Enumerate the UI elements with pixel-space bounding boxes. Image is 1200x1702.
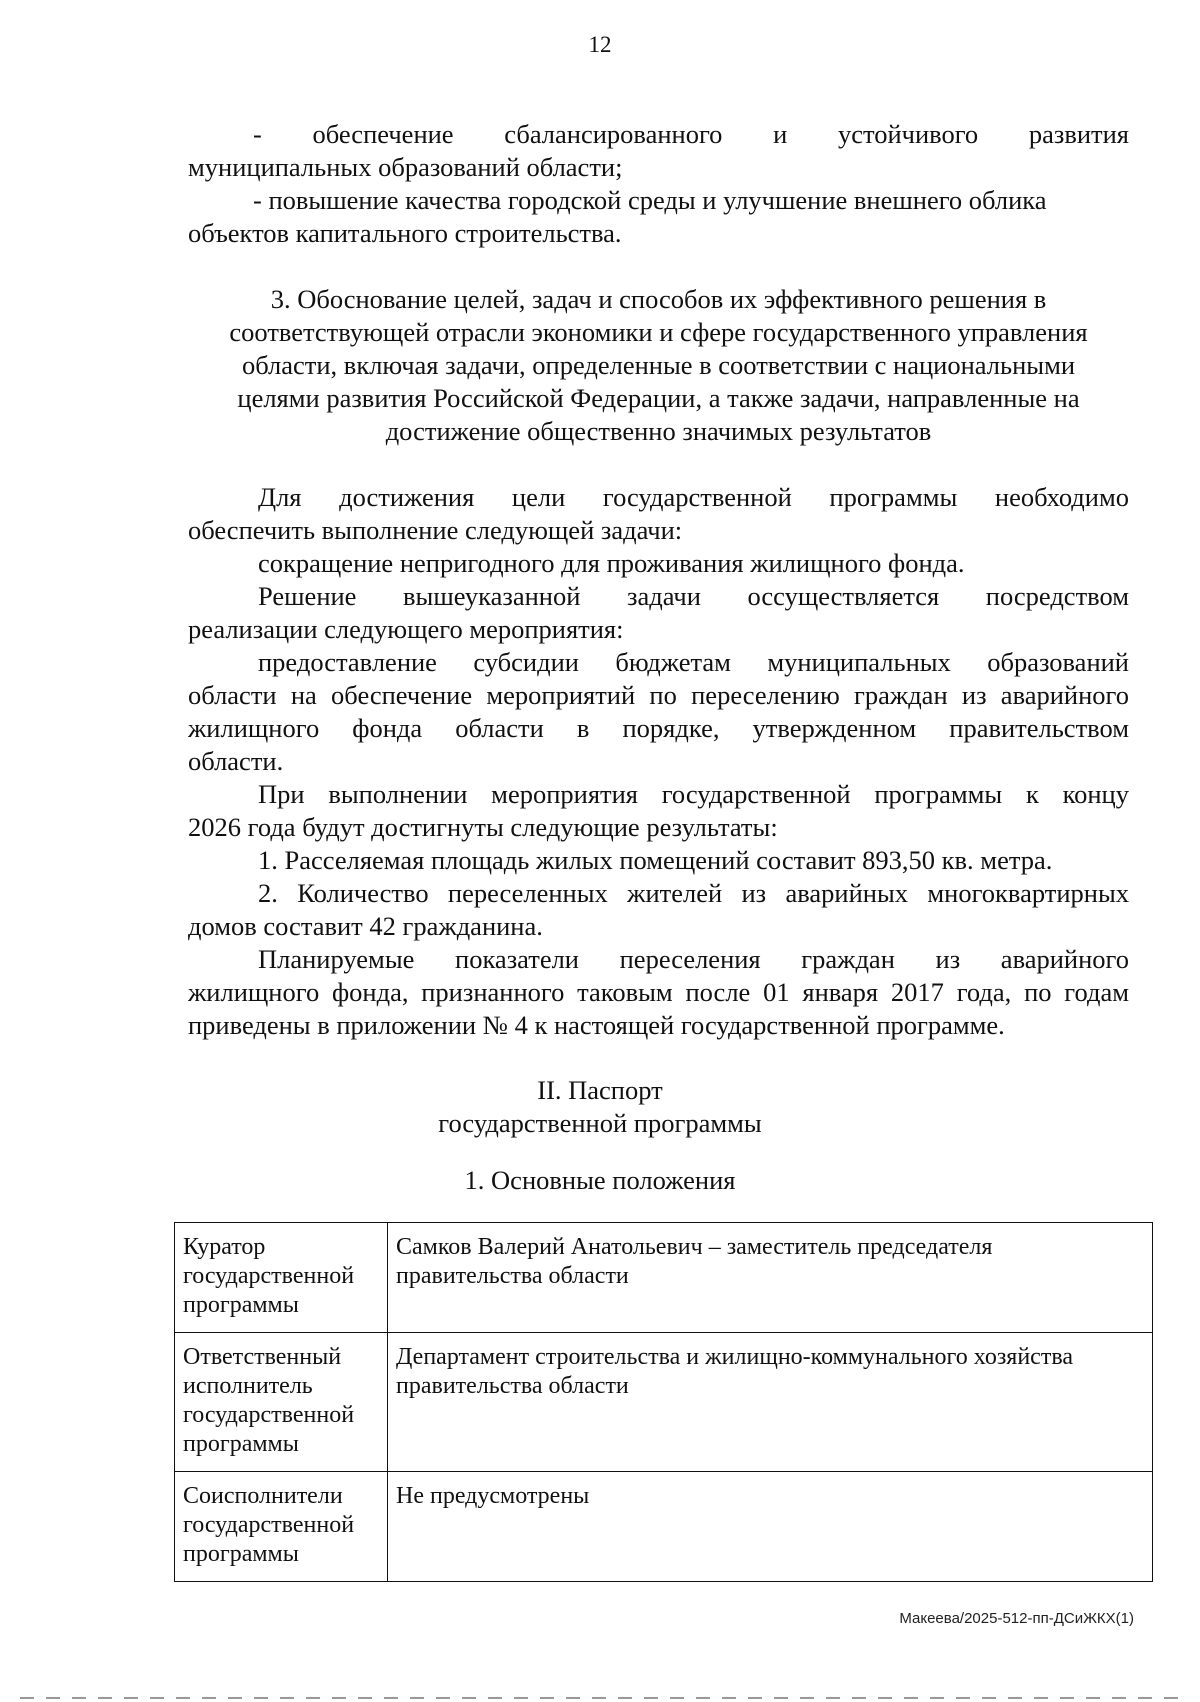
paragraph-1-line1: Для достижения цели государственной программы необходимо <box>258 482 1129 512</box>
paragraph-5-line1: При выполнении мероприятия государственной программы к концу <box>258 779 1129 809</box>
list-item-2-line1: - повышение качества городской среды и улучшение внешнего облика <box>253 185 1047 215</box>
section-3-heading-line: целями развития Российской Федерации, а также задачи, направленные на <box>237 383 1080 413</box>
paragraph-4-line1: предоставление субсидии бюджетам муниципальных образований <box>258 647 1129 677</box>
paragraph-4-line2: области на обеспечение мероприятий по переселению граждан из аварийного <box>188 680 1129 710</box>
section-3-heading <box>188 283 1129 448</box>
scan-artifact-line <box>20 1697 1180 1699</box>
list-item-1-line2: муниципальных образований области; <box>188 152 623 182</box>
section-3-heading-line: достижение общественно значимых результатов <box>385 416 932 446</box>
paragraph-3-line2: реализации следующего мероприятия: <box>188 614 624 644</box>
paragraph-3-line1: Решение вышеуказанной задачи оссуществляется посредством <box>258 581 1129 611</box>
table-row <box>175 1223 1153 1333</box>
document-code: Макеева/2025-512-пп-ДСиЖКХ(1) <box>899 1610 1134 1627</box>
paragraph-1-line2: обеспечить выполнение следующей задачи: <box>188 515 683 545</box>
section-2-heading-line2: государственной программы <box>438 1108 762 1138</box>
section-3-heading-line: 3. Обоснование целей, задач и способов их эффективного решения в <box>270 284 1047 314</box>
paragraph-2: сокращение непригодного для проживания жилищного фонда. <box>258 548 965 578</box>
table-cell-label: Куратор государственной программы <box>175 1223 388 1333</box>
table-cell-value: Не предусмотрены <box>388 1472 1153 1582</box>
table-cell-label: Соисполнители государственной программы <box>175 1472 388 1582</box>
list-item-2-line2: объектов капитального строительства. <box>188 218 622 248</box>
passport-table <box>174 1222 1153 1582</box>
table-row <box>175 1333 1153 1472</box>
table-cell-label: Ответственный исполнитель государственной программы <box>175 1333 388 1472</box>
paragraph-8-line3: приведены в приложении № 4 к настоящей государственной программе. <box>188 1010 1005 1040</box>
section-3-heading-line: области, включая задачи, определенные в соответствии с национальными <box>241 350 1076 380</box>
paragraph-8-line2: жилищного фонда, признанного таковым после 01 января 2017 года, по годам <box>188 977 1129 1007</box>
table-row <box>175 1472 1153 1582</box>
table-cell-value: Департамент строительства и жилищно-коммунального хозяйства правительства области <box>388 1333 1153 1472</box>
paragraph-4-line4: области. <box>188 746 284 776</box>
paragraph-8-line1: Планируемые показатели переселения граждан из аварийного <box>258 944 1129 974</box>
paragraph-4-line3: жилищного фонда области в порядке, утвержденном правительством <box>188 713 1129 743</box>
page-number: 12 <box>588 32 612 57</box>
subsection-heading: 1. Основные положения <box>464 1165 736 1195</box>
table-cell-value: Самков Валерий Анатольевич – заместитель председателя правительства области <box>388 1223 1153 1333</box>
list-item-1-line1: - обеспечение сбалансированного и устойчивого развития <box>253 119 1129 149</box>
paragraph-7-line2: домов составит 42 гражданина. <box>188 911 543 941</box>
section-3-heading-line: соответствующей отрасли экономики и сфере государственного управления <box>229 317 1088 347</box>
paragraph-5-line2: 2026 года будут достигнуты следующие результаты: <box>188 812 778 842</box>
paragraph-7-line1: 2. Количество переселенных жителей из аварийных многоквартирных <box>258 878 1129 908</box>
section-2-heading-line1: II. Паспорт <box>537 1075 663 1105</box>
paragraph-6: 1. Расселяемая площадь жилых помещений составит 893,50 кв. метра. <box>258 845 1053 875</box>
